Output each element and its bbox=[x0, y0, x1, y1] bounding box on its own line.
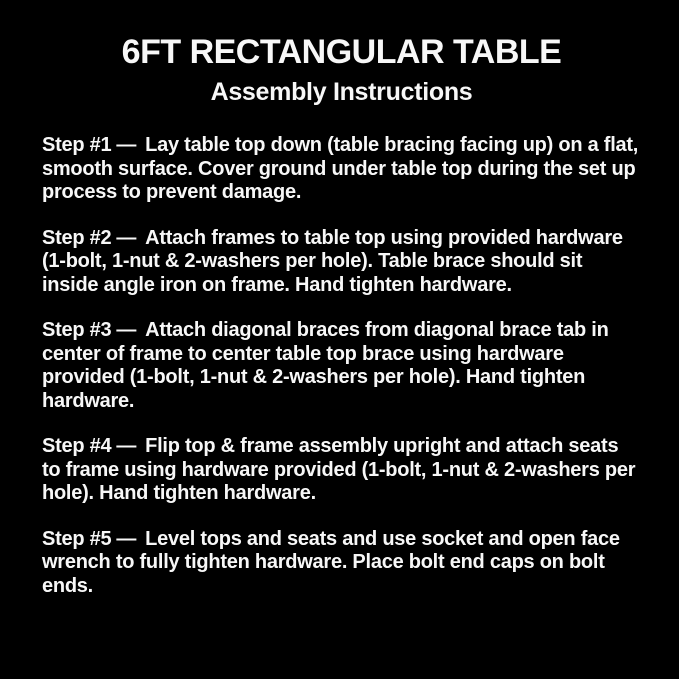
step-paragraph-3 bbox=[42, 319, 641, 413]
step-text: Attach diagonal braces from diagonal brace tab in center of frame to center table top brace using hardware provided (1-bolt, 1-nut & 2-washers per hole). Hand tighten hardware. bbox=[42, 319, 609, 412]
step-label: Step #2 bbox=[42, 226, 112, 249]
step-separator: — bbox=[116, 319, 137, 342]
steps-list bbox=[42, 134, 641, 598]
page-subtitle: Assembly Instructions bbox=[210, 77, 473, 106]
step-paragraph-4 bbox=[42, 435, 641, 506]
step-text: Level tops and seats and use socket and open face wrench to fully tighten hardware. Place bolt end caps on bolt ends. bbox=[42, 527, 620, 597]
step-label: Step #5 bbox=[42, 527, 112, 550]
step-separator: — bbox=[116, 226, 137, 249]
step-separator: — bbox=[116, 527, 137, 550]
page-title: 6FT RECTANGULAR TABLE bbox=[121, 33, 562, 71]
step-paragraph-2 bbox=[42, 227, 641, 298]
step-paragraph-5 bbox=[42, 528, 641, 599]
step-text: Flip top & frame assembly upright and attach seats to frame using hardware provided (1-bolt, 1-nut & 2-washers per hole). Hand tighten hardware. bbox=[42, 435, 636, 505]
step-label: Step #1 bbox=[42, 134, 112, 157]
step-text: Lay table top down (table bracing facing up) on a flat, smooth surface. Cover ground under table top during the set up process to prevent damage. bbox=[42, 134, 639, 204]
step-text: Attach frames to table top using provided hardware (1-bolt, 1-nut & 2-washers per hole). Table brace should sit inside angle iron on frame. Hand tighten hardware. bbox=[42, 226, 623, 296]
step-label: Step #4 bbox=[42, 435, 112, 458]
header bbox=[42, 34, 641, 106]
step-paragraph-1 bbox=[42, 134, 641, 205]
step-label: Step #3 bbox=[42, 319, 112, 342]
step-separator: — bbox=[116, 134, 137, 157]
step-separator: — bbox=[116, 435, 137, 458]
